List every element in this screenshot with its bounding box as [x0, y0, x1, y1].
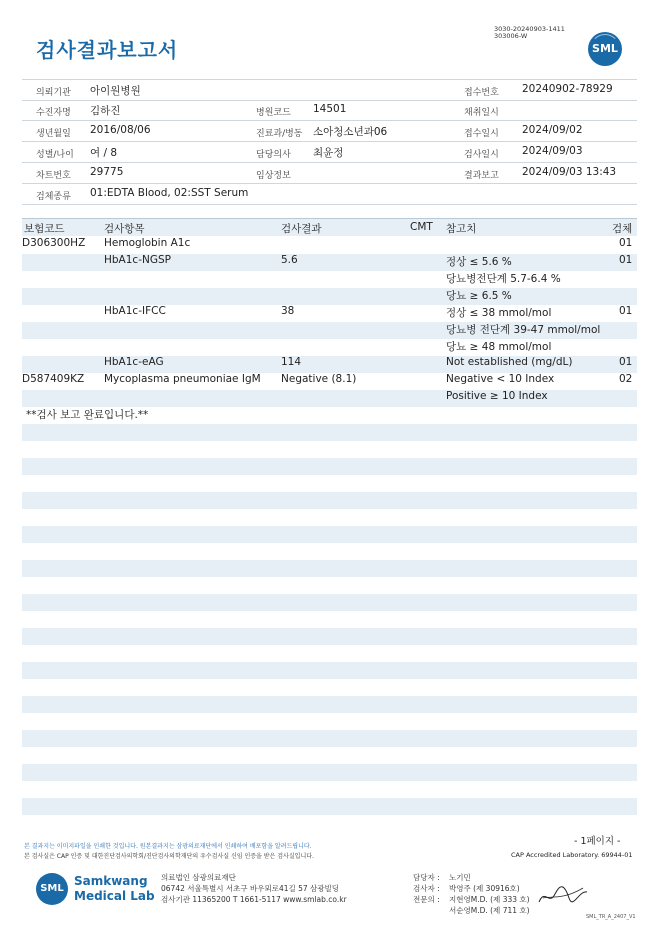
hospital-code-label: 병원코드 [256, 108, 291, 118]
sml-logo-text: SML [592, 42, 618, 55]
cell-specimen: 01 [619, 254, 633, 266]
header-row-6 [22, 184, 637, 205]
lab-address-line2: 06742 서울특별시 서초구 바우뫼로41길 57 삼광빌딩 [161, 884, 340, 893]
document-number-line1: 3030-20240903-1411 [494, 25, 565, 33]
header-row-4 [22, 142, 637, 163]
staff-label-3: 전문의 : [413, 895, 440, 904]
cell-ref: 당뇨 ≥ 48 mmol/mol [446, 341, 552, 353]
staff-value-1: 노기민 [449, 873, 471, 882]
receipt-date-value: 2024/09/02 [522, 124, 583, 136]
brand-name-line2: Medical Lab [74, 889, 155, 903]
cell-result: 114 [281, 356, 302, 368]
staff-value-2: 박영주 (제 30916호) [449, 884, 520, 893]
header-row-5 [22, 163, 637, 184]
header-row-2 [22, 100, 637, 121]
doctor-value: 최윤정 [313, 147, 344, 159]
institution-label: 의뢰기관 [36, 88, 71, 98]
receipt-no-label: 접수번호 [464, 88, 499, 98]
cell-result: 38 [281, 305, 295, 317]
row-stripe [22, 594, 637, 611]
receipt-no-value: 20240902-78929 [522, 83, 613, 95]
chart-no-label: 차트번호 [36, 171, 71, 181]
report-title: 검사결과보고서 [36, 38, 179, 62]
dept-value: 소아청소년과06 [313, 126, 388, 138]
col-result-header: 검사결과 [281, 223, 322, 235]
specimen-label: 검체종류 [36, 192, 71, 202]
col-ref-header: 참고치 [446, 223, 477, 235]
cell-ref: Negative < 10 Index [446, 373, 555, 385]
report-date-value: 2024/09/03 13:43 [522, 166, 617, 178]
receipt-date-label: 접수일시 [464, 129, 499, 139]
cell-item: Mycoplasma pneumoniae IgM [104, 373, 261, 385]
hospital-code-value: 14501 [313, 103, 347, 115]
row-stripe [22, 696, 637, 713]
table-header [22, 218, 637, 236]
row-stripe [22, 730, 637, 747]
row-stripe [22, 798, 637, 815]
cell-code: D306300HZ [22, 237, 86, 249]
staff-value-4: 서순영M.D. (제 711 호) [449, 906, 530, 915]
samkwang-logo-text: SML [40, 883, 64, 894]
cell-result: 5.6 [281, 254, 298, 266]
staff-labels [413, 872, 440, 905]
staff-values [449, 872, 530, 916]
footnote-accreditation: 본 검사실은 CAP 인증 및 대한진단검사의학회/진단검사의학재단의 우수검사실 신임 인증을 받은 검사실입니다. [24, 853, 314, 860]
test-date-label: 검사일시 [464, 150, 499, 160]
cell-item: HbA1c-eAG [104, 356, 164, 368]
dept-label: 진료과/병동 [256, 129, 303, 139]
document-number-line2: 303006-W [494, 32, 528, 40]
col-item-header: 검사항목 [104, 223, 145, 235]
test-date-value: 2024/09/03 [522, 145, 583, 157]
cell-ref: 정상 ≤ 38 mmol/mol [446, 307, 552, 319]
signature-image [535, 880, 590, 910]
chart-no-value: 29775 [90, 166, 124, 178]
form-code: SML_TR_A_2407_V1 [586, 914, 636, 920]
institution-value: 아이원병원 [90, 85, 141, 97]
row-stripe [22, 424, 637, 441]
header-row-1 [22, 79, 637, 101]
patient-value: 김하진 [90, 105, 121, 117]
row-stripe [22, 288, 637, 305]
sex-age-value: 여 / 8 [90, 147, 118, 159]
lab-address-line3: 검사기관 11365200 T 1661-5117 www.smlab.co.kr [161, 895, 347, 904]
cell-ref: 정상 ≤ 5.6 % [446, 256, 512, 268]
row-stripe [22, 526, 637, 543]
footnote-print: 본 결과지는 이미지파일을 인쇄한 것입니다. 원본결과지는 삼광의료재단에서 인쇄하여 배포함을 알려드립니다. [24, 843, 312, 850]
lab-address [161, 872, 347, 905]
header-row-3 [22, 121, 637, 142]
cell-ref: Positive ≥ 10 Index [446, 390, 548, 402]
cell-ref: 당뇨병전단계 5.7-6.4 % [446, 273, 561, 285]
cell-code: D587409KZ [22, 373, 85, 385]
cell-item: HbA1c-IFCC [104, 305, 166, 317]
col-cmt-header: CMT [410, 221, 433, 233]
row-stripe [22, 628, 637, 645]
row-stripe [22, 492, 637, 509]
report-end-note: **검사 보고 완료입니다.** [26, 409, 149, 421]
collect-date-label: 채취일시 [464, 108, 499, 118]
cell-specimen: 01 [619, 237, 633, 249]
sex-age-label: 성별/나이 [36, 150, 74, 160]
brand-name [74, 874, 155, 904]
cap-accreditation: CAP Accredited Laboratory. 69944-01 [511, 851, 633, 859]
cell-item: Hemoglobin A1c [104, 237, 191, 249]
cell-specimen: 02 [619, 373, 633, 385]
staff-value-3: 지현영M.D. (제 333 호) [449, 895, 530, 904]
cell-ref: 당뇨병 전단계 39-47 mmol/mol [446, 324, 601, 336]
clinical-label: 임상정보 [256, 171, 291, 181]
cell-ref: Not established (mg/dL) [446, 356, 573, 368]
specimen-value: 01:EDTA Blood, 02:SST Serum [90, 187, 249, 199]
staff-label-1: 담당자 : [413, 873, 440, 882]
cell-ref: 당뇨 ≥ 6.5 % [446, 290, 512, 302]
cell-specimen: 01 [619, 305, 633, 317]
cell-item: HbA1c-NGSP [104, 254, 171, 266]
row-stripe [22, 662, 637, 679]
row-stripe [22, 764, 637, 781]
lab-address-line1: 의료법인 삼광의료재단 [161, 873, 236, 882]
patient-label: 수진자명 [36, 108, 71, 118]
row-stripe [22, 458, 637, 475]
sml-logo [588, 32, 622, 66]
cell-specimen: 01 [619, 356, 633, 368]
col-specimen-header: 검체 [612, 223, 633, 235]
cell-result: Negative (8.1) [281, 373, 357, 385]
dob-label: 생년월일 [36, 129, 71, 139]
col-code-header: 보험코드 [24, 223, 65, 235]
document-number [494, 26, 565, 40]
dob-value: 2016/08/06 [90, 124, 151, 136]
page-number: - 1페이지 - [574, 836, 621, 847]
row-stripe [22, 560, 637, 577]
report-date-label: 결과보고 [464, 171, 499, 181]
staff-label-2: 검사자 : [413, 884, 440, 893]
samkwang-logo [36, 873, 68, 905]
doctor-label: 담당의사 [256, 150, 291, 160]
brand-name-line1: Samkwang [74, 874, 148, 888]
